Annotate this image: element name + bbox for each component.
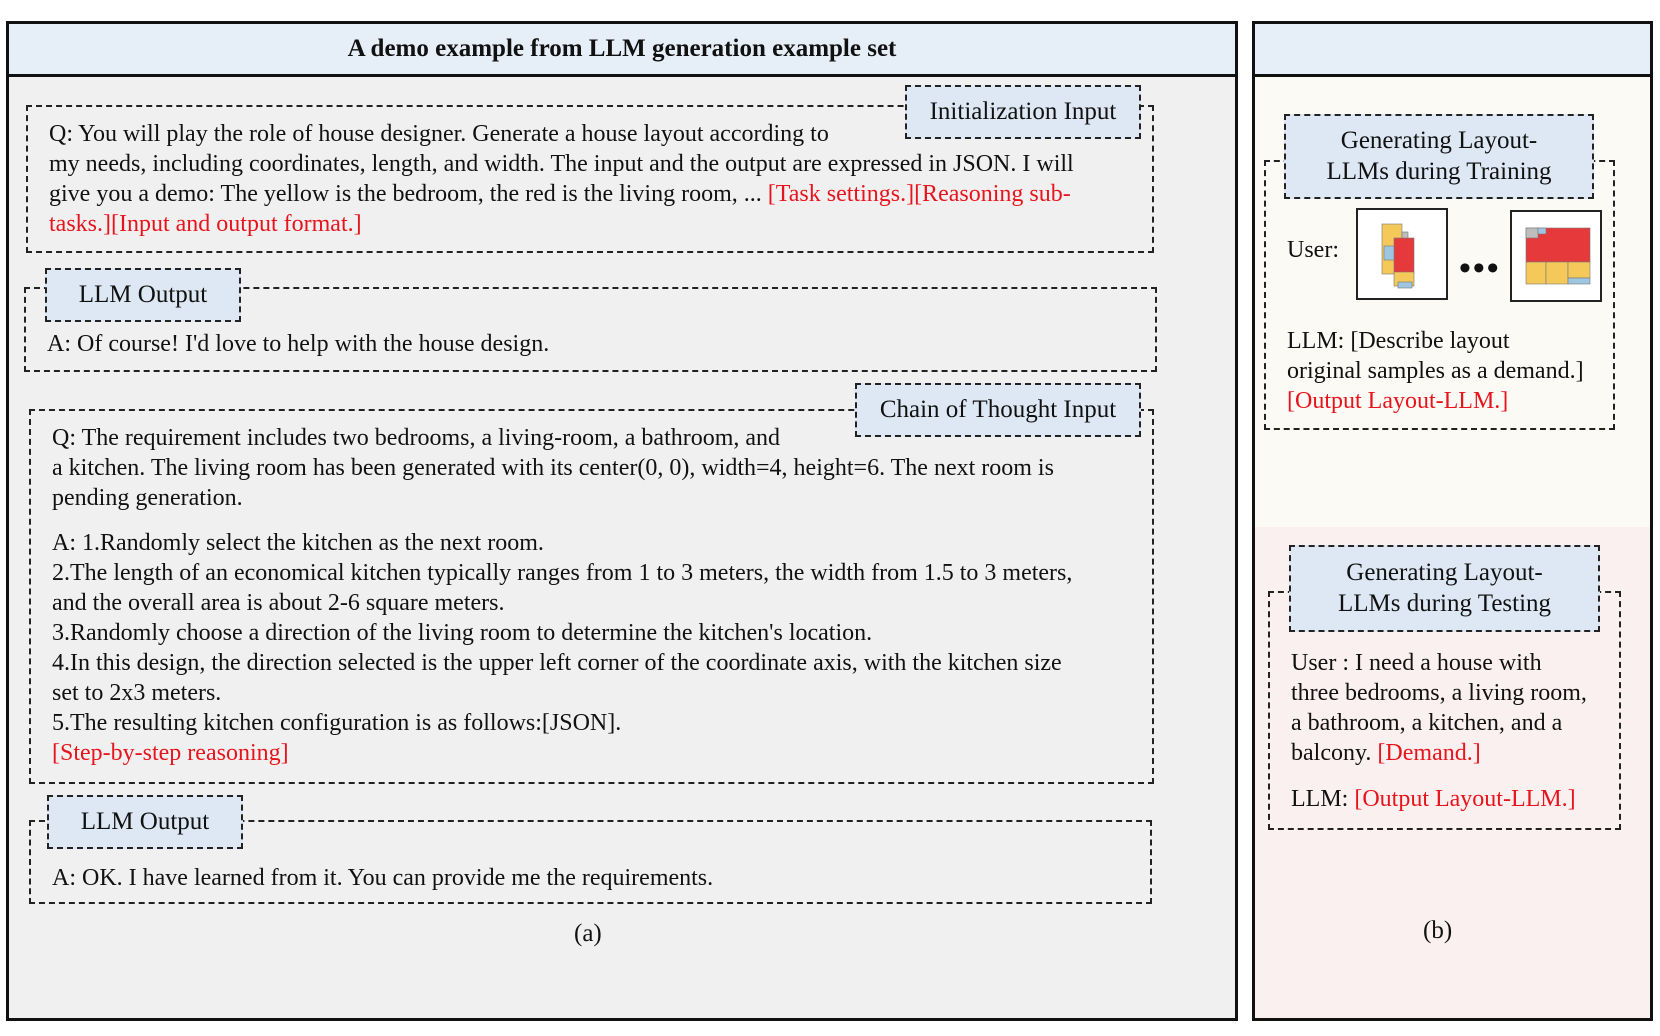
training-llm-line-3-red: [Output Layout-LLM.] [1287,388,1509,414]
testing-user-line-3: a bathroom, a kitchen, and a [1291,710,1563,736]
init-input-label: Initialization Input [905,85,1141,139]
llm-output-2-label: LLM Output [47,795,243,849]
testing-user-line-4-text: balcony. [1291,740,1372,766]
cot-q-line-3: pending generation. [52,485,243,511]
floorplan-thumb-1 [1356,208,1448,300]
testing-label-line-1: Generating Layout- [1346,559,1543,586]
training-label-line-2: LLMs during Training [1326,157,1552,185]
llm-output-1-text: A: Of course! I'd love to help with the house design. [47,331,550,357]
training-label-line-1: Generating Layout- [1340,127,1538,154]
init-line-4-red: tasks.][Input and output format.] [49,211,362,237]
panel-a-title: A demo example from LLM generation example set [9,24,1235,77]
testing-llm-text: LLM: [1291,786,1349,812]
training-llm-line-2: original samples as a demand.] [1287,358,1584,384]
testing-demand-red: [Demand.] [1377,740,1481,766]
floorplan-1-image [1358,210,1446,298]
testing-user-line-2: three bedrooms, a living room, [1291,680,1587,706]
panel-b [1252,21,1653,1021]
llm-output-1-label: LLM Output [45,268,241,322]
cot-q-line-2: a kitchen. The living room has been generated with its center(0, 0), width=4, height=6. The next room is [52,455,1054,481]
caption-a: (a) [574,920,602,947]
testing-label [1289,545,1600,632]
cot-a-line-8-red: [Step-by-step reasoning] [52,740,289,766]
cot-a-line-1: A: 1.Randomly select the kitchen as the next room. [52,530,544,556]
testing-llm-red: [Output Layout-LLM.] [1354,786,1576,812]
panel-b-header [1255,24,1650,77]
init-line-3 [49,178,1071,210]
panel-a [6,21,1238,1021]
ellipsis-dots: ••• [1459,250,1501,287]
cot-a-line-5: 4.In this design, the direction selected is the upper left corner of the coordinate axis, with the kitchen size [52,650,1062,676]
init-line-2: my needs, including coordinates, length, and width. The input and the output are expressed in JSON. I will [49,151,1074,177]
floorplan-thumb-2 [1510,210,1602,302]
training-label [1284,114,1594,199]
cot-q-line-1: Q: The requirement includes two bedrooms, a living-room, a bathroom, and [52,425,781,451]
cot-a-line-2: 2.The length of an economical kitchen typically ranges from 1 to 3 meters, the width from 1.5 to 3 meters, [52,560,1073,586]
testing-label-line-2: LLMs during Testing [1337,589,1552,617]
llm-output-2-text: A: OK. I have learned from it. You can provide me the requirements. [52,865,714,891]
testing-user-line-4 [1291,737,1481,769]
floorplan-2-image [1512,212,1600,300]
training-user-label: User: [1287,237,1339,263]
init-line-3-text: give you a demo: The yellow is the bedroom, the red is the living room, ... [49,181,762,207]
training-llm-line-1: LLM: [Describe layout [1287,328,1510,354]
cot-input-label: Chain of Thought Input [855,383,1141,437]
init-line-1: Q: You will play the role of house designer. Generate a house layout according to [49,121,829,147]
testing-user-line-1: User : I need a house with [1291,650,1542,676]
testing-llm-line [1291,783,1576,815]
cot-a-line-4: 3.Randomly choose a direction of the living room to determine the kitchen's location. [52,620,873,646]
cot-a-line-7: 5.The resulting kitchen configuration is as follows:[JSON]. [52,710,622,736]
cot-a-line-6: set to 2x3 meters. [52,680,222,706]
init-line-3-red: [Task settings.][Reasoning sub- [767,181,1071,207]
caption-b: (b) [1423,917,1453,944]
cot-a-line-3: and the overall area is about 2-6 square meters. [52,590,505,616]
